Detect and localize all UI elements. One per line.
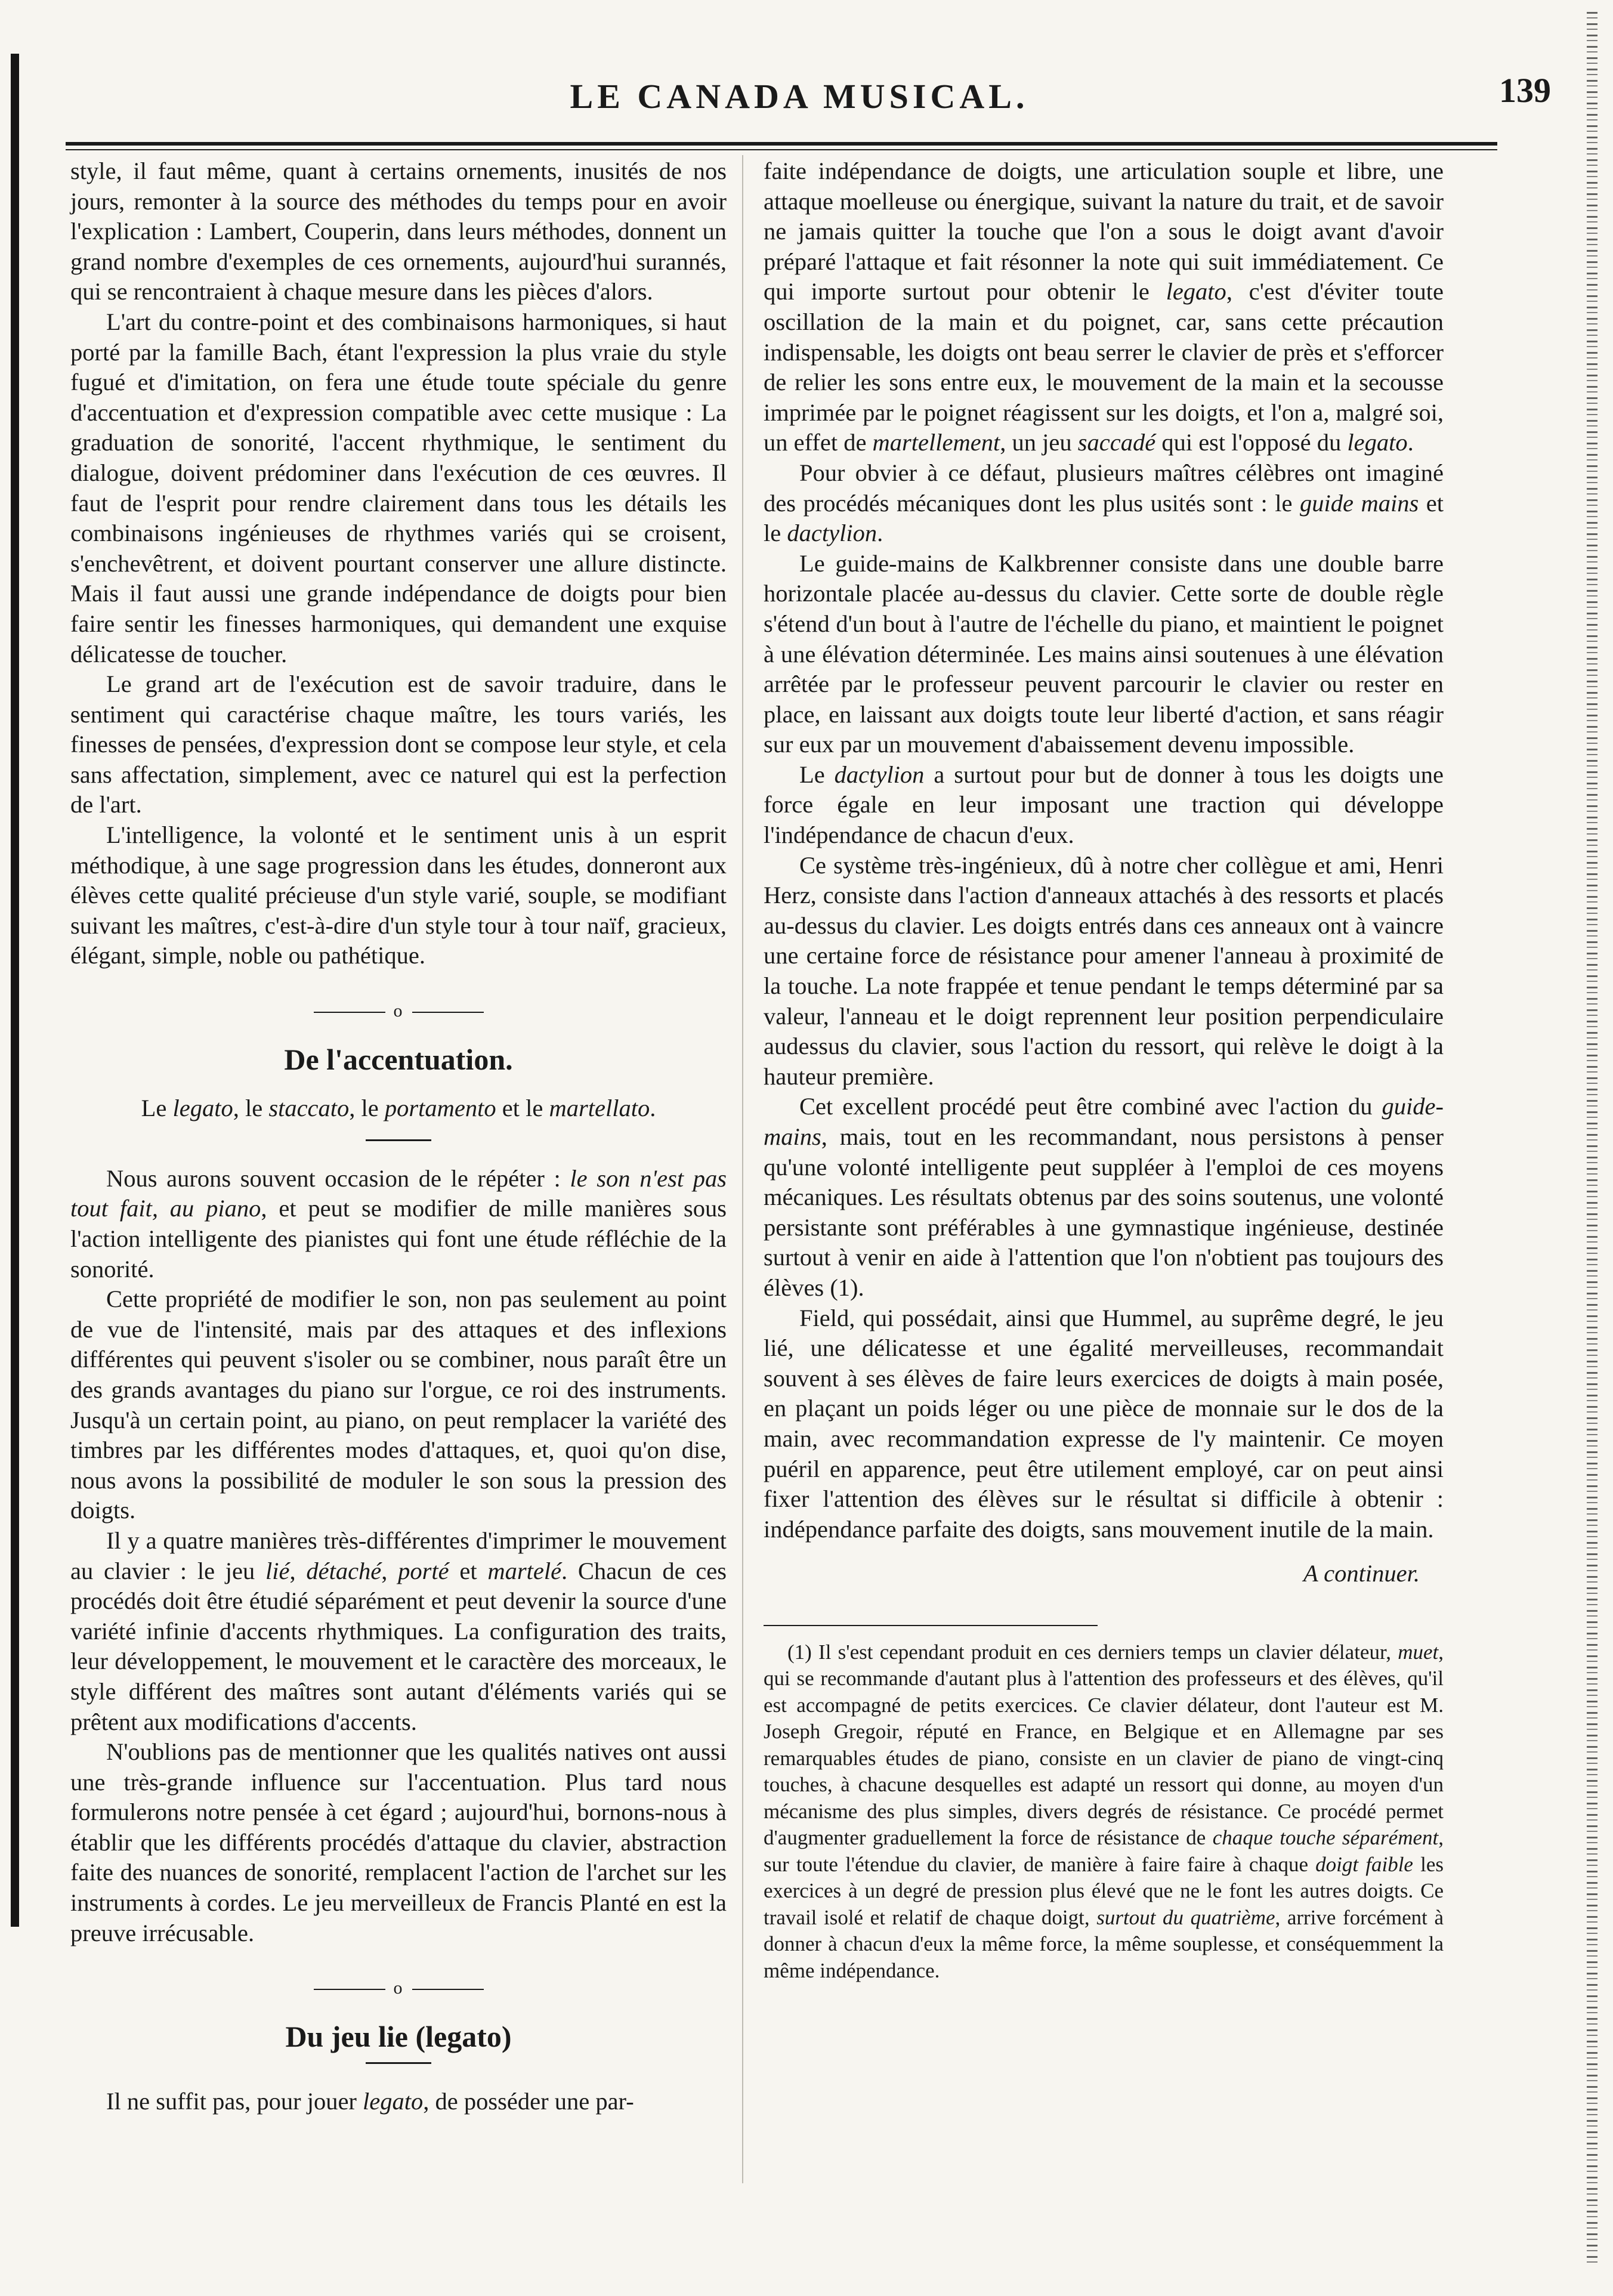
paragraph: Le grand art de l'exécution est de savoir traduire, dans le sentiment qui caractérise chaque maître, les tours variés, les finesses de pensées, d'expression dont se compose leur style, et cela sans affectation, simplement, avec ce naturel qui est la perfection de l'art. <box>70 670 727 818</box>
page-number: 139 <box>1499 71 1551 110</box>
section-heading-accentuation: De l'accentuation. <box>284 1042 513 1076</box>
short-rule <box>366 1139 431 1141</box>
left-column <box>70 156 727 2117</box>
section-ornament: o <box>70 1973 727 2004</box>
paragraph: Nous aurons souvent occasion de le répéter : le son n'est pas tout fait, au piano, et peut se modifier de mille manières sous l'action intelligente des pianistes qui font une étude réfléchie de la sonorité. <box>70 1164 727 1283</box>
page-title: LE CANADA MUSICAL. <box>570 77 1029 116</box>
short-rule <box>366 2062 431 2064</box>
scan-edge-bar <box>11 54 19 1927</box>
paragraph: style, il faut même, quant à certains ornements, inusités de nos jours, remonter à la source des méthodes du temps pour en avoir l'explication : Lambert, Couperin, dans leurs méthodes, donnent un grand nombre d'exemples de ces ornements, aujourd'hui surannés, qui se rencontraient à chaque mesure dans les pièces d'alors. <box>70 157 727 305</box>
paragraph: N'oublions pas de mentionner que les qualités natives ont aussi une très-grande influence sur l'accentuation. Plus tard nous formulerons notre pensée à cet égard ; aujourd'hui, bornons-nous à établir que les différents procédés d'attaque du clavier, abstraction faite des nuances de sonorité, remplacent l'action de l'archet sur les instruments à cordes. Le jeu merveilleux de Francis Planté en est la preuve irrécusable. <box>70 1738 727 1946</box>
paragraph: Field, qui possédait, ainsi que Hummel, au suprême degré, le jeu lié, une délicatesse et une égalité merveilleuses, recommandait souvent à ses élèves de faire leurs exercices de doigts à main posée, en plaçant un poids léger ou une pièce de monnaie sur le dos de la main, avec recommandation expresse de l'y maintenir. Ce moyen puéril en apparence, peut être utilement employé, car on peut ainsi fixer l'attention des élèves sur le résultat si difficile à obtenir : indépendance parfaite des doigts, sans mouvement inutile de la main. <box>764 1304 1444 1543</box>
header-rule <box>66 142 1497 146</box>
section-heading-legato: Du jeu lie (legato) <box>285 2019 512 2053</box>
right-column <box>764 156 1444 1984</box>
paragraph: Cette propriété de modifier le son, non pas seulement au point de vue de l'intensité, mais par des attaques et des inflexions différentes qui peuvent s'isoler ou se combiner, nous paraît être un des grands avantages du piano sur l'orgue, ce roi des instruments. Jusqu'à un certain point, au piano, on peut remplacer la variété des timbres par les différentes modes d'attaques, et, quoi qu'on dise, nous avons la possibilité de moduler le son sous la pression des doigts. <box>70 1285 727 1524</box>
paragraph: Pour obvier à ce défaut, plusieurs maîtres célèbres ont imaginé des procédés mécaniques dont les plus usités sont : le guide mains et le dactylion. <box>764 459 1444 547</box>
paragraph: faite indépendance de doigts, une articulation souple et libre, une attaque moelleuse ou énergique, suivant la nature du trait, et de savoir ne jamais quitter la touche que l'on a sous le doigt avant d'avoir préparé l'attaque et fait résonner la note qui suit immédiatement. Ce qui importe surtout pour obtenir le legato, c'est d'éviter toute oscillation de la main et du poignet, car, sans cette précaution indispensable, les doigts ont beau serrer le clavier de près et s'efforcer de relier les sons entre eux, le mouvement de la main et la secousse imprimée par le poignet réagissent sur les doigts, et l'on a, malgré soi, un effet de martellement, un jeu saccadé qui est l'opposé du legato. <box>764 157 1444 456</box>
paragraph: Le dactylion a surtout pour but de donner à tous les doigts une force égale en leur imposant une traction qui développe l'indépendance de chacun d'eux. <box>764 761 1444 849</box>
header-rule-thin <box>66 149 1497 150</box>
paragraph: Ce système très-ingénieux, dû à notre cher collègue et ami, Henri Herz, consiste dans l'action d'anneaux attachés à des ressorts et placés au-dessus du clavier. Les doigts entrés dans ces anneaux ont à vaincre une certaine force de résistance pour amener l'anneau à proximité de la touche. La note frappée et tenue pendant le temps déterminé par sa valeur, l'anneau et le doigt reprennent leur position perpendiculaire audessus du clavier, sous l'action du ressort, qui relève le doigt à la hauteur première. <box>764 851 1444 1090</box>
paragraph: L'intelligence, la volonté et le sentiment unis à un esprit méthodique, à une sage progression dans les études, donneront aux élèves cette qualité précieuse d'un style varié, souple, se modifiant suivant les maîtres, c'est-à-dire d'un style tour à tour naïf, gracieux, élégant, simple, noble ou pathétique. <box>70 821 727 969</box>
paragraph: Il ne suffit pas, pour jouer legato, de posséder une par- <box>106 2088 634 2115</box>
footnote: (1) Il s'est cependant produit en ces derniers temps un clavier délateur, muet, qui se recommande d'autant plus à l'attention des professeurs et des élèves, qu'il est accompagné de petits exercices. Ce clavier délateur, dont l'auteur est M. Joseph Gregoir, réputé en France, en Belgique et en Allemagne par ses remarquables études de piano, consiste en un clavier de piano de vingt-cinq touches, à chacune desquelles est adapté un ressort qui donne, au moyen d'un mécanisme des plus simples, divers degrés de résistance. Ce procédé permet d'augmenter graduellement la force de résistance de chaque touche séparément, sur toute l'étendue du clavier, de manière à faire faire à chaque doigt faible les exercices à un degré de pression plus élevé que ne le font les autres doigts. Ce travail isolé et relatif de chaque doigt, surtout du quatrième, arrive forcément à donner à chacun d'eux la même force, la même souplesse, et conséquemment la même indépendance. <box>764 1640 1444 1982</box>
footnote-rule <box>764 1625 1098 1626</box>
paragraph: L'art du contre-point et des combinaisons harmoniques, si haut porté par la famille Bach, étant l'expression la plus vraie du style fugué et d'imitation, on fera une étude toute spéciale du genre d'accentuation et d'expression compatible avec cette musique : La graduation de sonorité, l'accent rhythmique, le sentiment du dialogue, doivent prédominer dans l'exécution de ces œuvres. Il faut de l'esprit pour rendre clairement dans tous les détails les combinaisons ingénieuses de rhythmes variés qui se croisent, s'enchevêtrent, et doivent pourtant conserver une allure distincte. Mais il faut aussi une grande indépendance de doigts pour bien faire sentir les finesses harmoniques, qui demandent une exquise délicatesse de toucher. <box>70 308 727 668</box>
column-divider <box>742 155 743 2183</box>
section-ornament: o <box>70 996 727 1027</box>
scan-edge-noise <box>1587 12 1597 2267</box>
section-subtitle: Le legato, le staccato, le portamento et le martellato. <box>141 1095 656 1122</box>
continuation-note: A continuer. <box>1303 1560 1420 1587</box>
paragraph: Cet excellent procédé peut être combiné avec l'action du guide-mains, mais, tout en les recommandant, nous persistons à penser qu'une volonté intelligente peut suppléer à l'emploi de ces moyens mécaniques. Les résultats obtenus par des soins soutenus, une volonté persistante sont préférables à une gymnastique ingénieuse, destinée surtout à venir en aide à l'attention que l'on n'obtient pas toujours des élèves (1). <box>764 1093 1444 1301</box>
page-header <box>84 70 1551 136</box>
paragraph: Il y a quatre manières très-différentes d'imprimer le mouvement au clavier : le jeu lié, détaché, porté et martelé. Chacun de ces procédés doit être étudié séparément et peut devenir la source d'une variété infinie d'accents rhythmiques. La configuration des traits, leur développement, le mouvement et le caractère des morceaux, le style différent des maîtres sont autant d'éléments variés qui se prêtent aux modifications d'accents. <box>70 1526 727 1735</box>
paragraph: Le guide-mains de Kalkbrenner consiste dans une double barre horizontale placée au-dessus du clavier. Cette sorte de double règle s'étend d'un bout à l'autre de l'échelle du piano, et maintient le poignet à une élévation déterminée. Les mains ainsi soutenues à une élévation arrêtée par le professeur peuvent parcourir le clavier ou rester en place, en laissant aux doigts toute leur liberté d'action, et sans réagir sur eux par un mouvement d'abaissement devenu impossible. <box>764 549 1444 758</box>
